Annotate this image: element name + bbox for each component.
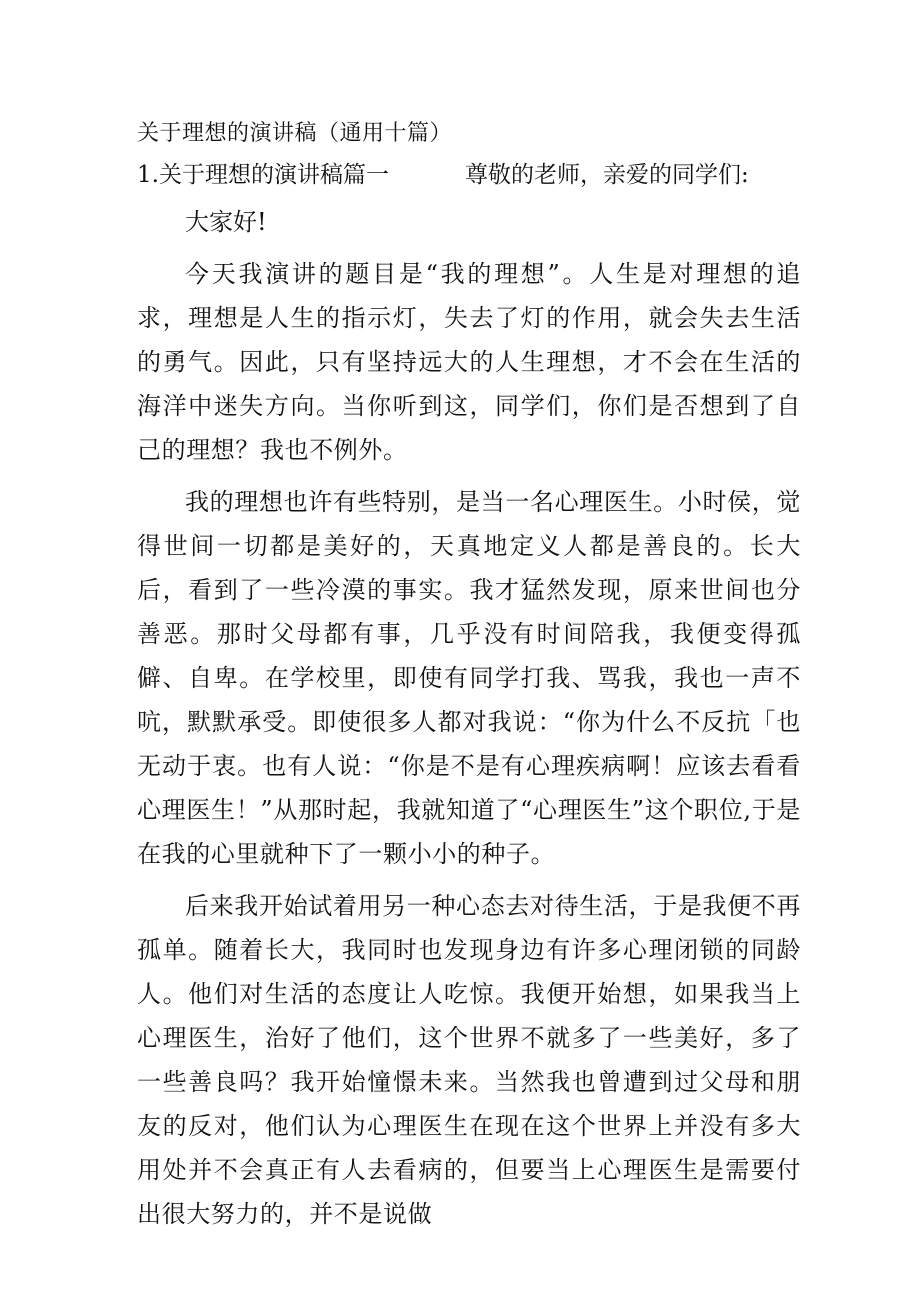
paragraph-1: 今天我演讲的题目是“我的理想”。人生是对理想的追求，理想是人生的指示灯，失去了灯的作用，就会失去生活的勇气。因此，只有坚持远大的人生理想，才不会在生活的海洋中迷失方向。当你听到这，同学们，你们是否想到了自己的理想？我也不例外。 (137, 260, 801, 464)
section-heading-row (137, 156, 801, 194)
paragraph-3: 后来我开始试着用另一种心态去对待生活，于是我便不再孤单。随着长大，我同时也发现身边有许多心理闭锁的同龄人。他们对生活的态度让人吃惊。我便开始想，如果我当上心理医生，治好了他们，这个世界不就多了一些美好，多了一些善良吗？我开始憧憬未来。当然我也曾遭到过父母和朋友的反对，他们认为心理医生在现在这个世界上并没有多大用处并不会真正有人去看病的，但要当上心理医生是需要付出很大努力的，并不是说做 (137, 892, 801, 1228)
greeting: 大家好! (185, 208, 267, 236)
document-title: 关于理想的演讲稿（通用十篇） (137, 121, 453, 146)
paragraph-2: 我的理想也许有些特别，是当一名心理医生。小时侯，觉得世间一切都是美好的，天真地定义人都是善良的。长大后，看到了一些冷漠的事实。我才猛然发现，原来世间也分善恶。那时父母都有事，几乎没有时间陪我，我便变得孤僻、自卑。在学校里，即使有同学打我、骂我，我也一声不吭，默默承受。即使很多人都对我说：“你为什么不反抗「也无动于衷。也有人说：“你是不是有心理疾病啊！应该去看看心理医生！”从那时起，我就知道了“心理医生”这个职位,于是在我的心里就种下了一颗小小的种子。 (137, 488, 801, 868)
document-body (137, 116, 801, 1236)
section-heading: 1.关于理想的演讲稿篇一 (137, 162, 389, 188)
salutation: 尊敬的老师，亲爱的同学们: (465, 162, 749, 188)
